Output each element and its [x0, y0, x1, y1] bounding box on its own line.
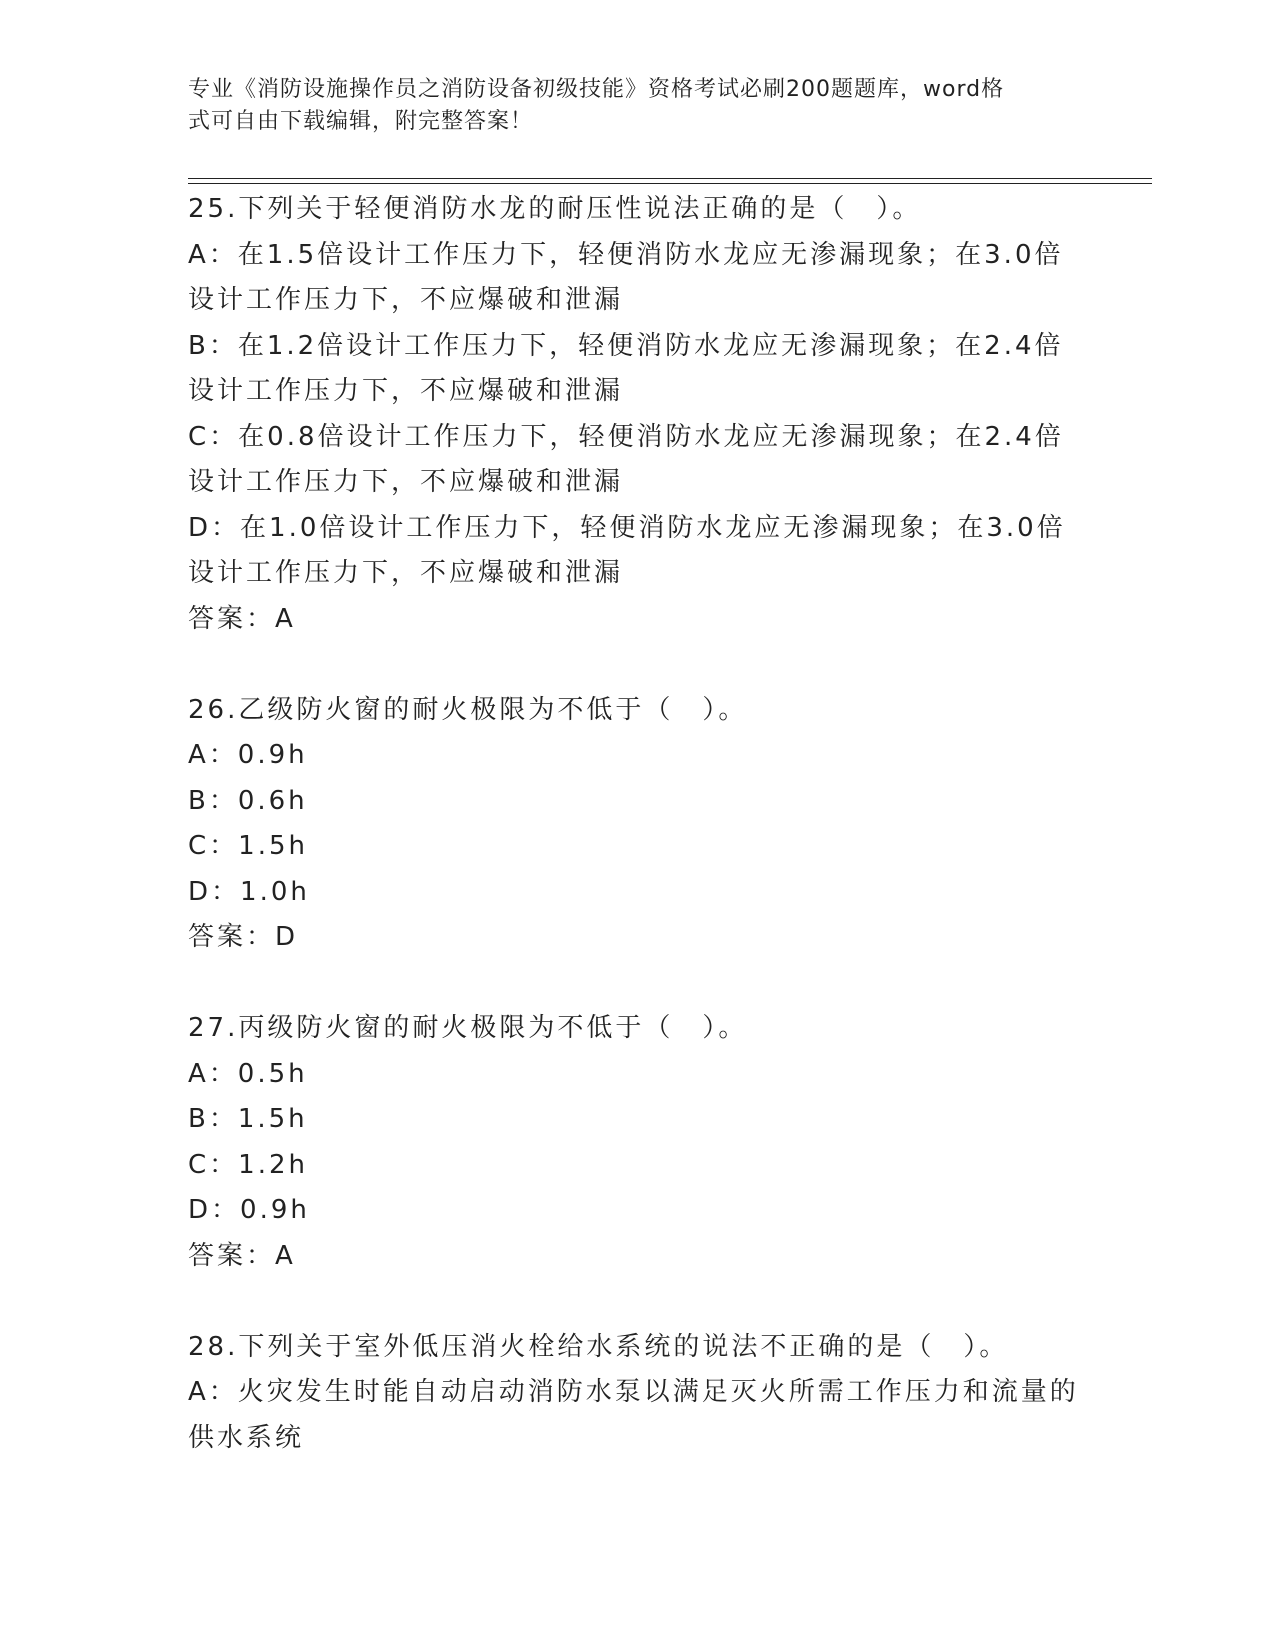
question-text: 26.乙级防火窗的耐火极限为不低于（ ）。 — [188, 694, 748, 725]
question-28 — [188, 1325, 1078, 1462]
question-list — [188, 187, 1078, 1461]
header-divider-top — [188, 178, 1152, 179]
option-a-line-1: A：在1.5倍设计工作压力下，轻便消防水龙应无渗漏现象；在3.0倍 — [188, 239, 1064, 270]
option-d: D：1.0h — [188, 876, 310, 907]
question-text: 27.丙级防火窗的耐火极限为不低于（ ）。 — [188, 1013, 748, 1043]
option-b: B：0.6h — [188, 785, 308, 816]
option-a-line-2: 设计工作压力下，不应爆破和泄漏 — [188, 285, 624, 315]
option-a-line-2: 供水系统 — [188, 1422, 305, 1453]
answer: 答案：A — [188, 603, 296, 634]
question-27 — [188, 1006, 1078, 1279]
spacer — [188, 642, 1078, 688]
option-b-line-1: B：在1.2倍设计工作压力下，轻便消防水龙应无渗漏现象；在2.4倍 — [188, 330, 1064, 361]
question-25 — [188, 187, 1078, 642]
option-a: A：0.5h — [188, 1058, 308, 1089]
option-c: C：1.5h — [188, 831, 308, 861]
option-c-line-1: C：在0.8倍设计工作压力下，轻便消防水龙应无渗漏现象；在2.4倍 — [188, 421, 1064, 452]
header-line-2: 式可自由下载编辑，附完整答案！ — [188, 109, 534, 134]
option-c-line-2: 设计工作压力下，不应爆破和泄漏 — [188, 467, 624, 497]
spacer — [188, 1279, 1078, 1325]
answer: 答案：A — [188, 1240, 296, 1271]
option-d-line-2: 设计工作压力下，不应爆破和泄漏 — [188, 558, 624, 588]
header-divider-bottom — [188, 183, 1152, 184]
option-b-line-2: 设计工作压力下，不应爆破和泄漏 — [188, 376, 624, 406]
spacer — [188, 961, 1078, 1007]
option-d-line-1: D：在1.0倍设计工作压力下，轻便消防水龙应无渗漏现象；在3.0倍 — [188, 512, 1066, 543]
document-header — [188, 74, 1068, 138]
option-b: B：1.5h — [188, 1104, 308, 1134]
answer: 答案：D — [188, 922, 299, 952]
question-text: 25.下列关于轻便消防水龙的耐压性说法正确的是（ ）。 — [188, 194, 922, 224]
question-text: 28.下列关于室外低压消火栓给水系统的说法不正确的是（ ）。 — [188, 1331, 1009, 1362]
option-c: C：1.2h — [188, 1149, 308, 1180]
header-line-1: 专业《消防设施操作员之消防设备初级技能》资格考试必刷200题题库，word格 — [188, 77, 1005, 102]
question-26 — [188, 688, 1078, 961]
option-a: A：0.9h — [188, 740, 308, 770]
option-d: D：0.9h — [188, 1195, 310, 1225]
option-a-line-1: A：火灾发生时能自动启动消防水泵以满足灭火所需工作压力和流量的 — [188, 1377, 1079, 1407]
